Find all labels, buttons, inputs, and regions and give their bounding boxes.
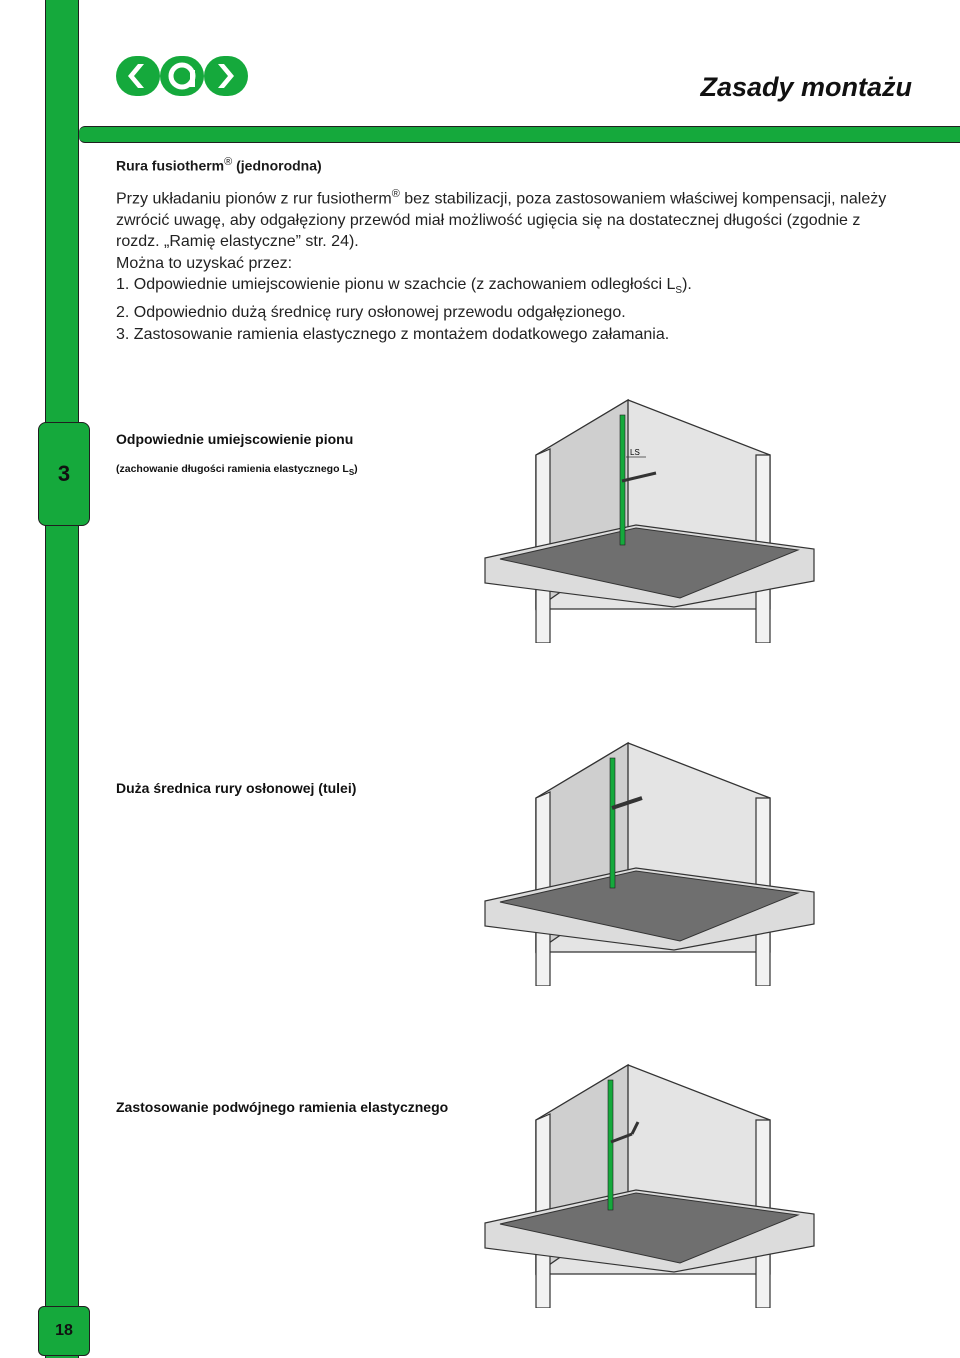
chapter-number: 3: [57, 461, 71, 486]
shaft-diagram-3: [480, 1060, 960, 1308]
shaft-diagram-1: [480, 395, 960, 643]
side-bar: [45, 0, 79, 1358]
list-item-1: 1. Odpowiednie umiejscowienie pionu w szachcie (z zachowaniem odległości $L_S$).: [116, 276, 692, 297]
list-item-3: 3. Zastosowanie ramienia elastycznego z montażem dodatkowego załamania.: [116, 325, 670, 343]
figure-1-subcaption: (zachowanie długości ramienia elastycznego $L_S$): [116, 463, 358, 478]
figure-3-caption: Zastosowanie podwójnego ramienia elastycznego: [116, 1099, 449, 1115]
shaft-diagram-2: [480, 738, 960, 986]
section-title: Rura fusiotherm® (jednorodna): [116, 156, 322, 174]
page-number: 18: [55, 1322, 73, 1339]
figure-1-caption: Odpowiednie umiejscowienie pionu: [116, 431, 354, 447]
chapter-tab: [38, 422, 90, 526]
page-number-box: [38, 1306, 90, 1356]
list-item-2: 2. Odpowiednio dużą średnicę rury osłonowej przewodu odgałęzionego.: [116, 304, 626, 322]
kan-logo: [114, 52, 250, 100]
lead-line: Można to uzyskać przez:: [116, 254, 293, 272]
page-title: Zasady montażu: [700, 72, 912, 102]
dimension-label: LS: [630, 448, 640, 457]
intro-paragraph: Przy układaniu pionów z rur fusiotherm® bez stabilizacji, poza zastosowaniem właściwej kompensacji, należy zwrócić uwagę, aby odgałęziony przewód miał możliwość ugięcia się na dostatecznej długości (zgodnie z rozdz. „Ramię elastyczne” str. 24).: [116, 188, 887, 251]
top-rule: [79, 126, 960, 143]
body-text: [116, 184, 908, 345]
figure-2-caption: Duża średnica rury osłonowej (tulei): [116, 780, 357, 796]
